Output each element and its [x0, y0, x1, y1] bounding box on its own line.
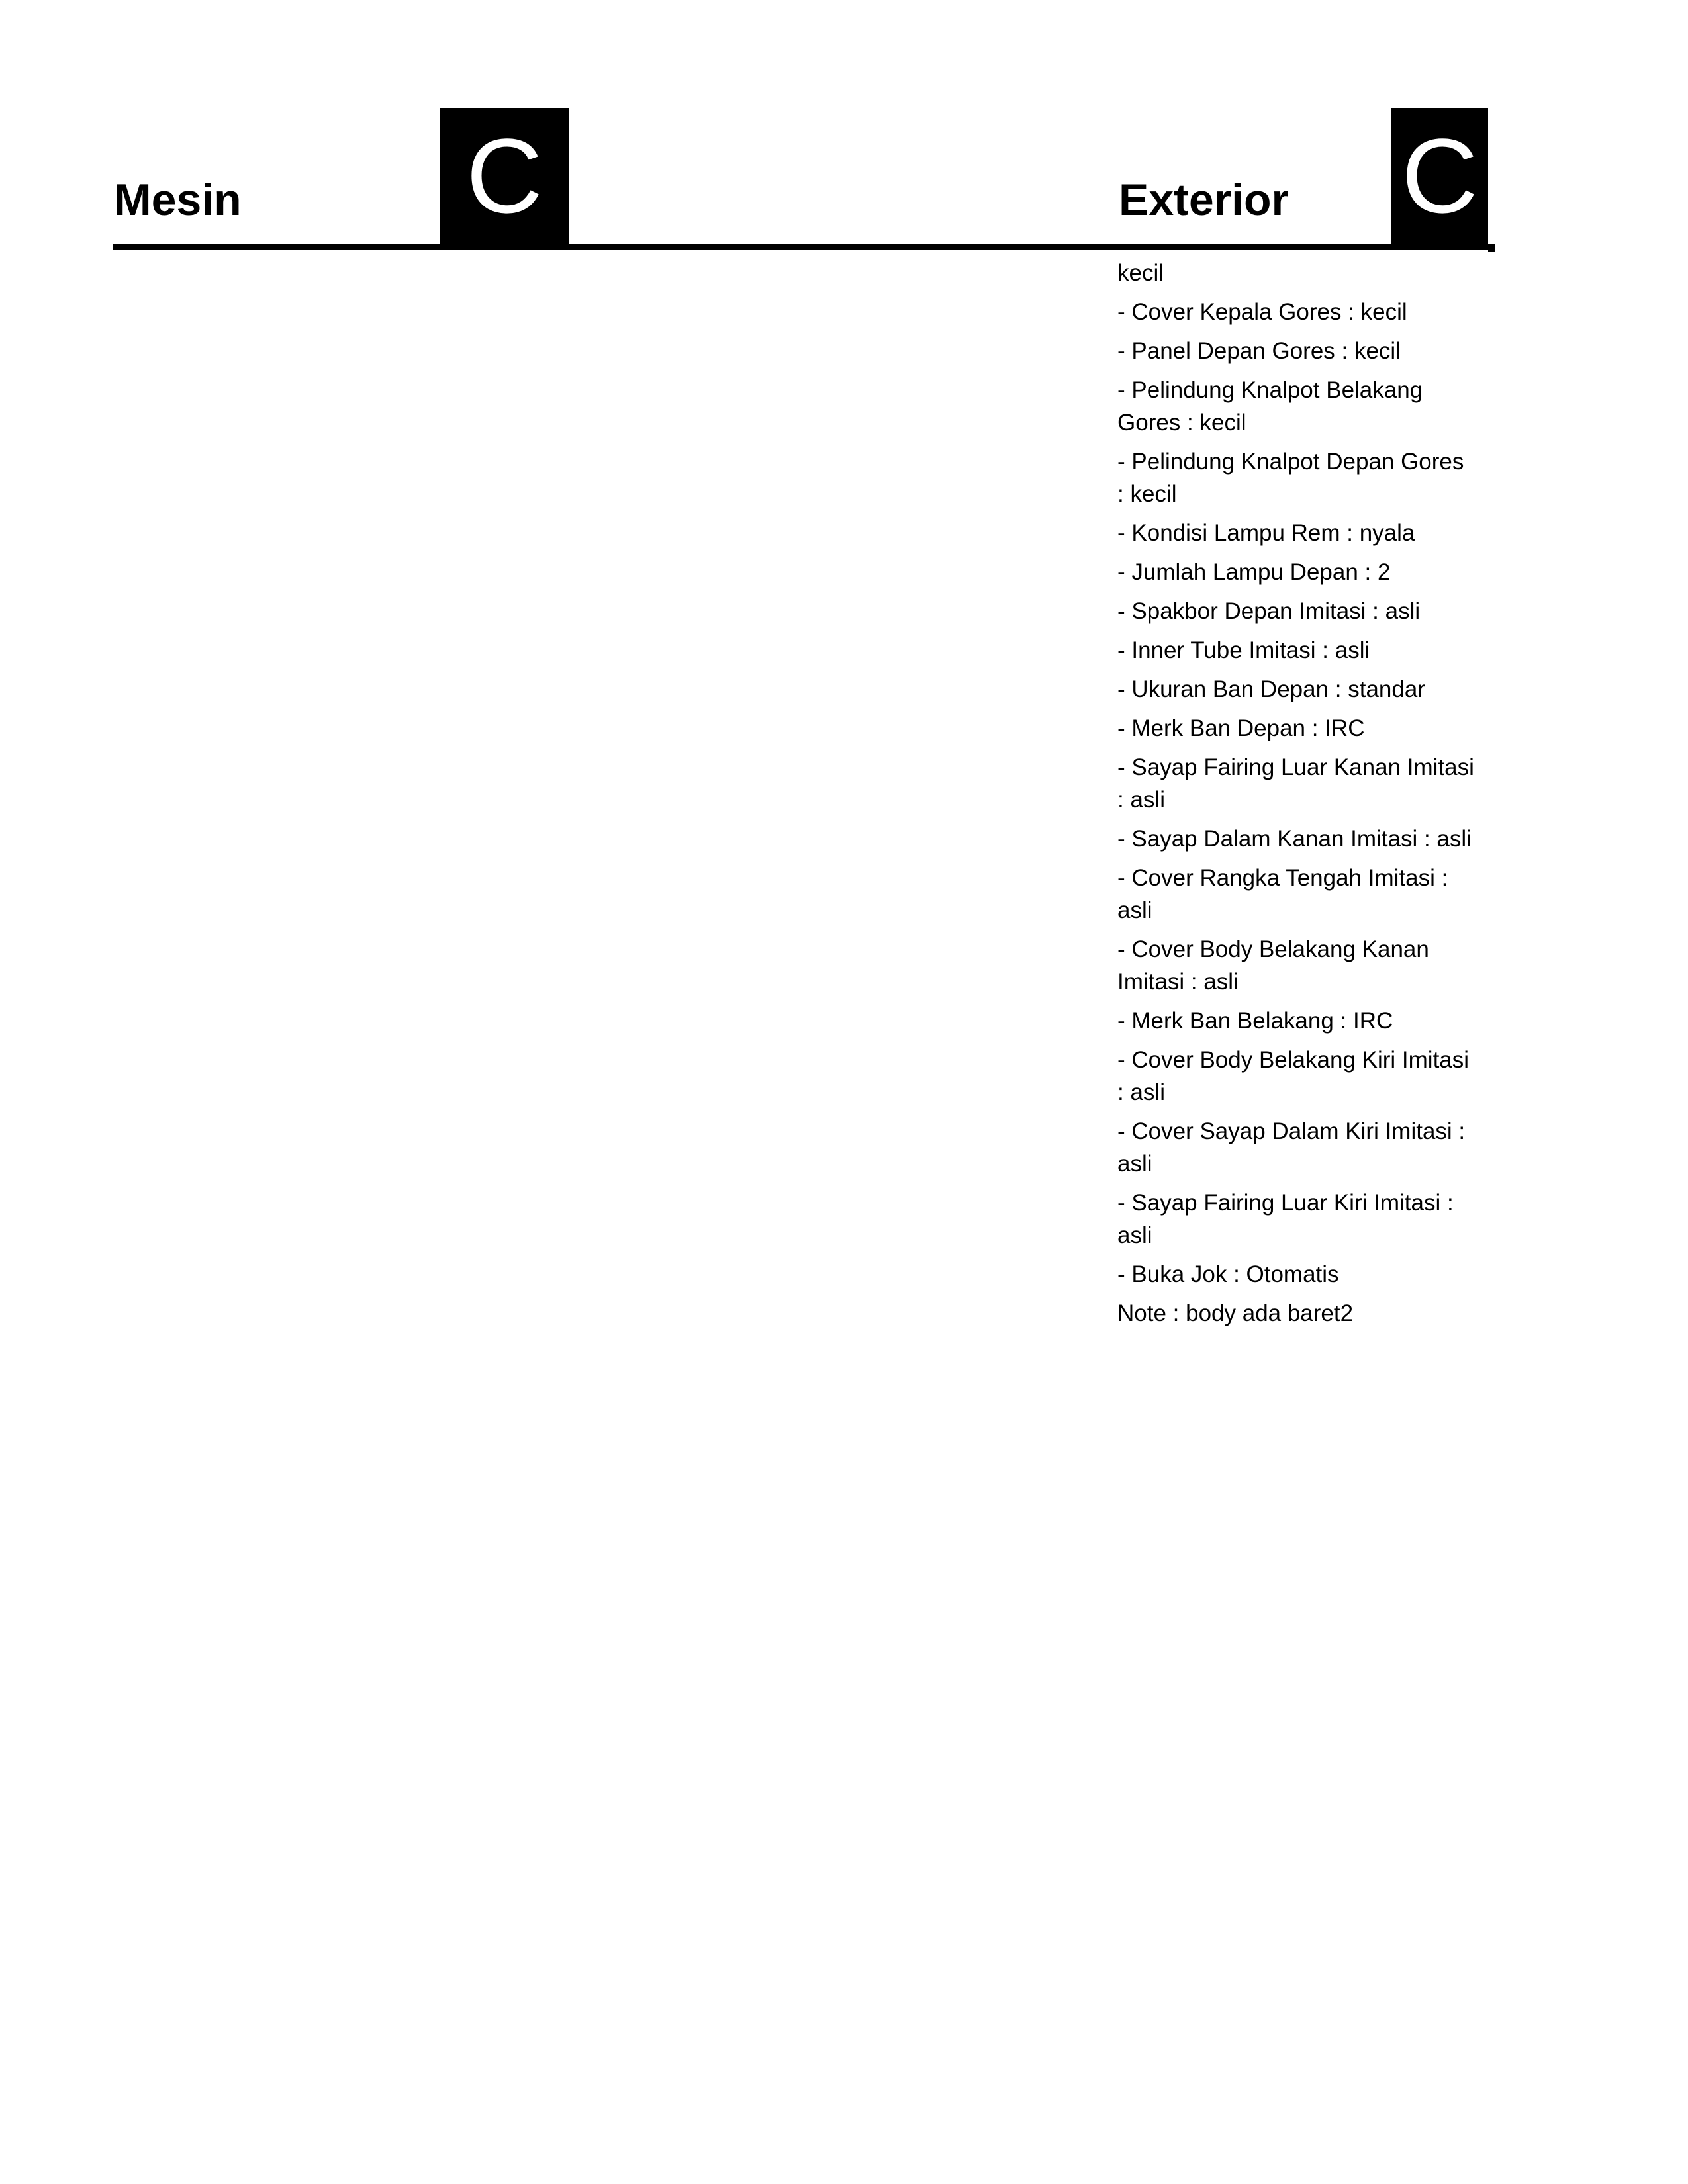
- exterior-list-item: - Spakbor Depan Imitasi : asli: [1117, 598, 1421, 624]
- exterior-list-item: - Sayap Fairing Luar Kiri Imitasi : asli: [1117, 1190, 1454, 1248]
- grade-letter-mesin: C: [466, 116, 543, 235]
- rule-end-notch: [1488, 246, 1495, 252]
- exterior-list-item: - Merk Ban Belakang : IRC: [1117, 1008, 1393, 1034]
- exterior-list-item: kecil: [1117, 260, 1164, 286]
- exterior-list-item: - Cover Body Belakang Kanan Imitasi : asli: [1117, 936, 1429, 995]
- exterior-list-item: - Ukuran Ban Depan : standar: [1117, 676, 1425, 702]
- exterior-list-item: - Buka Jok : Otomatis: [1117, 1261, 1339, 1287]
- exterior-list-item: - Merk Ban Depan : IRC: [1117, 715, 1365, 741]
- exterior-items-list: [1117, 257, 1475, 1330]
- exterior-list-item: - Pelindung Knalpot Depan Gores : kecil: [1117, 449, 1464, 507]
- exterior-list-item: - Cover Rangka Tengah Imitasi : asli: [1117, 865, 1448, 923]
- grade-box-mesin: [440, 108, 569, 250]
- grade-letter-exterior: C: [1401, 116, 1478, 235]
- exterior-list-item: - Jumlah Lampu Depan : 2: [1117, 559, 1391, 585]
- exterior-list-item: - Sayap Fairing Luar Kanan Imitasi : asli: [1117, 754, 1474, 813]
- section-title-exterior: Exterior: [1119, 175, 1289, 225]
- header-rule: [113, 244, 1495, 250]
- exterior-list-item: - Sayap Dalam Kanan Imitasi : asli: [1117, 826, 1472, 852]
- section-title-mesin: Mesin: [114, 175, 242, 225]
- exterior-list-item: - Kondisi Lampu Rem : nyala: [1117, 520, 1415, 546]
- exterior-list-item: - Cover Sayap Dalam Kiri Imitasi : asli: [1117, 1118, 1466, 1177]
- exterior-list-item: - Cover Body Belakang Kiri Imitasi : asli: [1117, 1047, 1470, 1105]
- exterior-list-item: Note : body ada baret2: [1117, 1300, 1354, 1326]
- exterior-list-item: - Inner Tube Imitasi : asli: [1117, 637, 1370, 663]
- grade-box-exterior: [1391, 108, 1488, 250]
- exterior-list-item: - Panel Depan Gores : kecil: [1117, 338, 1401, 364]
- exterior-list-item: - Cover Kepala Gores : kecil: [1117, 299, 1407, 325]
- exterior-list-item: - Pelindung Knalpot Belakang Gores : kecil: [1117, 377, 1423, 435]
